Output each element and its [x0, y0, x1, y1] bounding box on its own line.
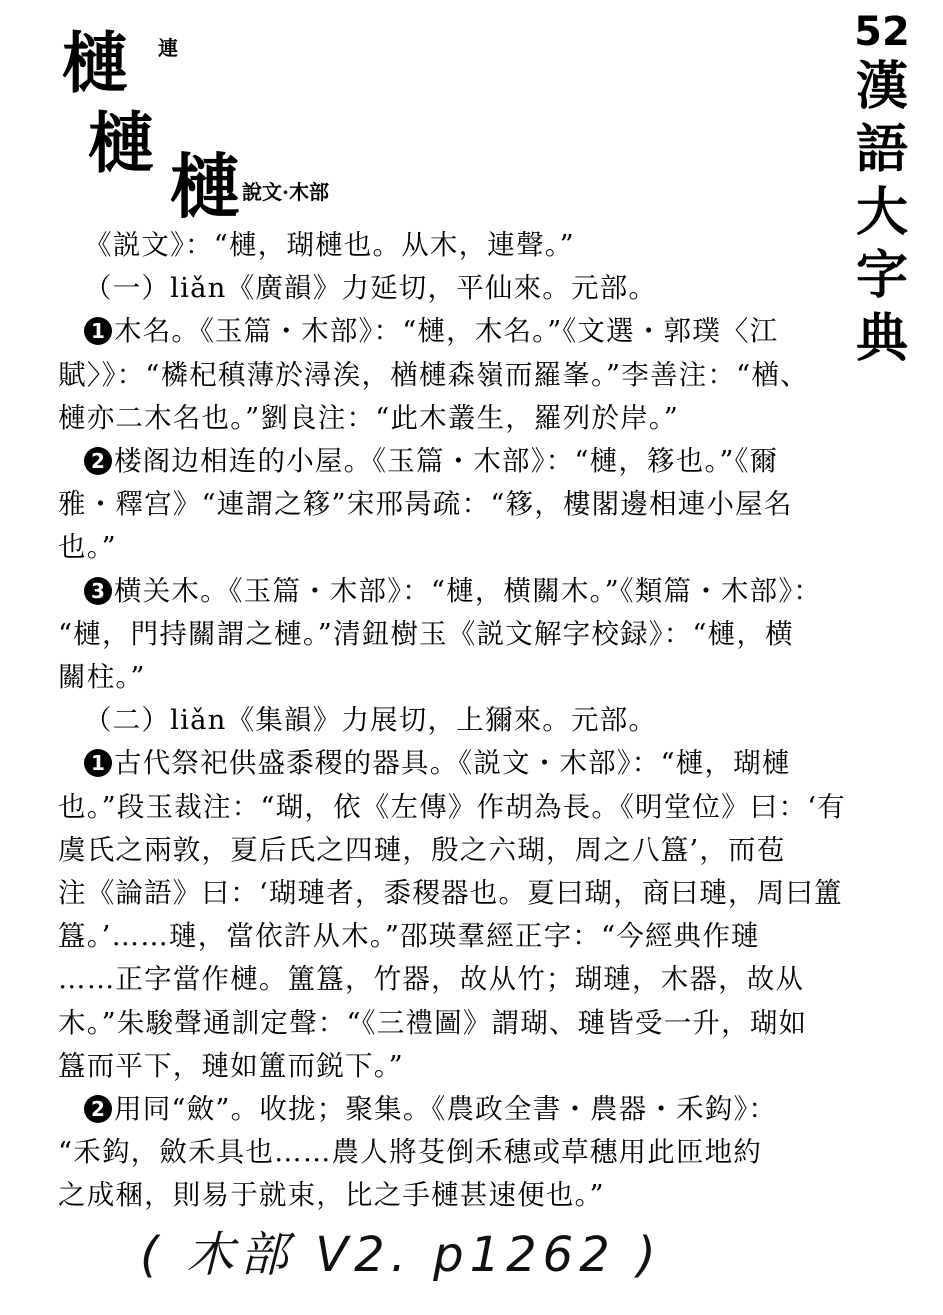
entry-line-text: “槤，門持關謂之槤。”清鈕樹玉《説文解字校録》：“槤，横: [58, 617, 794, 650]
seal-source: 說文·木部: [242, 180, 329, 204]
entry-line-text: 木名。《玉篇・木部》：“槤，木名。”《文選・郭璞〈江: [114, 315, 779, 348]
book-title-char: 典: [855, 309, 908, 369]
entry-line-text: 横关木。《玉篇・木部》：“槤，横關木。”《類篇・木部》：: [114, 574, 822, 607]
entry-line-text: 關柱。”: [58, 661, 146, 694]
entry-line: [58, 1131, 828, 1174]
book-title-char: 語: [855, 120, 908, 180]
book-title: [847, 8, 917, 371]
entry-line: [58, 786, 846, 829]
headword-traditional-note: 連: [158, 36, 178, 60]
entry-line: [58, 915, 828, 958]
headword-traditional: 槤: [62, 24, 128, 102]
entry-line: [58, 267, 828, 310]
sense-number-badge: 2: [84, 1095, 112, 1123]
entry-line-text: 簋。’……璉，當依許从木。”邵瑛羣經正字：“今經典作璉: [58, 920, 760, 953]
entry-line-text: 《説文》：“槤，瑚槤也。从木，連聲。”: [84, 229, 575, 261]
entry-line: [58, 1088, 828, 1131]
entry-line: [58, 354, 828, 397]
sense-number-badge: 1: [84, 749, 112, 777]
headword: 槤: [88, 104, 154, 182]
entry-line: [58, 699, 828, 742]
entry-line-text: 注《論語》曰：‘瑚璉者，黍稷器也。夏曰瑚，商曰璉，周曰簠: [58, 877, 843, 910]
book-title-char: 大: [855, 183, 908, 243]
entry-line: [58, 829, 828, 872]
entry-line: [58, 958, 828, 1001]
seal-script-glyph: 槤: [170, 145, 240, 228]
entry-line-text: 木。”朱駿聲通訓定聲：“《三禮圖》謂瑚、璉皆受一升，瑚如: [58, 1006, 808, 1039]
entry-line: [58, 310, 828, 353]
entry-line: [58, 613, 828, 656]
entry-line: [58, 1174, 828, 1217]
entry-line: [58, 397, 828, 440]
entry-line-text: 古代祭祀供盛黍稷的器具。《説文・木部》：“槤，瑚槤: [114, 747, 791, 780]
entry-line: [58, 224, 828, 267]
sense-number-badge: 2: [84, 447, 112, 475]
entry-line-text: ……正字當作槤。簠簋，竹器，故从竹；瑚璉，木器，故从: [58, 963, 805, 996]
entry-line-text: （一）liǎn《廣韻》力延切，平仙來。元部。: [84, 272, 658, 305]
entry-line: [58, 742, 828, 785]
entry-line: [58, 1002, 828, 1045]
book-title-char: 漢: [855, 57, 908, 117]
entry-line-text: 也。”: [58, 531, 117, 564]
entry-line-text: 楼阁边相连的小屋。《玉篇・木部》：“槤，簃也。”《爾: [114, 445, 779, 478]
entry-line: [58, 570, 828, 613]
entry-line-text: 也。”段玉裁注：“瑚，依《左傳》作胡為長。《明堂位》曰：‘有: [58, 790, 846, 823]
entry-body: [58, 224, 846, 1218]
entry-line-text: （二）liǎn《集韻》力展切，上獮來。元部。: [84, 704, 658, 737]
entry-line: [58, 483, 828, 526]
entry-line: [58, 440, 828, 483]
entry-line: [58, 1045, 828, 1088]
entry-line: [58, 872, 843, 915]
entry-line-text: 槤亦二木名也。”劉良注：“此木叢生，羅列於岸。”: [58, 401, 679, 434]
entry-line-text: 之成稛，則易于就束，比之手槤甚速便也。”: [58, 1179, 605, 1212]
page-number: 52: [854, 9, 910, 55]
entry-line: [58, 656, 828, 699]
entry-line-text: 簋而平下，璉如簠而鋭下。”: [58, 1049, 404, 1082]
entry-line: [58, 526, 828, 569]
book-title-char: 字: [855, 246, 908, 306]
entry-line-text: 虞氏之兩敦，夏后氏之四璉，殷之六瑚，周之八簋’，而苞: [58, 833, 786, 866]
entry-line-text: “禾鈎，斂禾具也……農人將芟倒禾穗或草穗用此匝地約: [58, 1136, 763, 1169]
sense-number-badge: 3: [84, 577, 112, 605]
entry-line-text: 賦〉》：“橉杞稹薄於潯涘，楢槤森嶺而羅峯。”李善注：“楢、: [58, 358, 809, 391]
handwritten-note: ( 木部 V2. p1262 ): [140, 1227, 662, 1283]
sense-number-badge: 1: [84, 317, 112, 345]
entry-line-text: 用同“斂”。收拢；聚集。《農政全書・農器・禾鈎》：: [114, 1093, 778, 1126]
entry-line-text: 雅・釋宫》“連謂之簃”宋邢昺疏：“簃，樓閣邊相連小屋名: [58, 488, 793, 521]
